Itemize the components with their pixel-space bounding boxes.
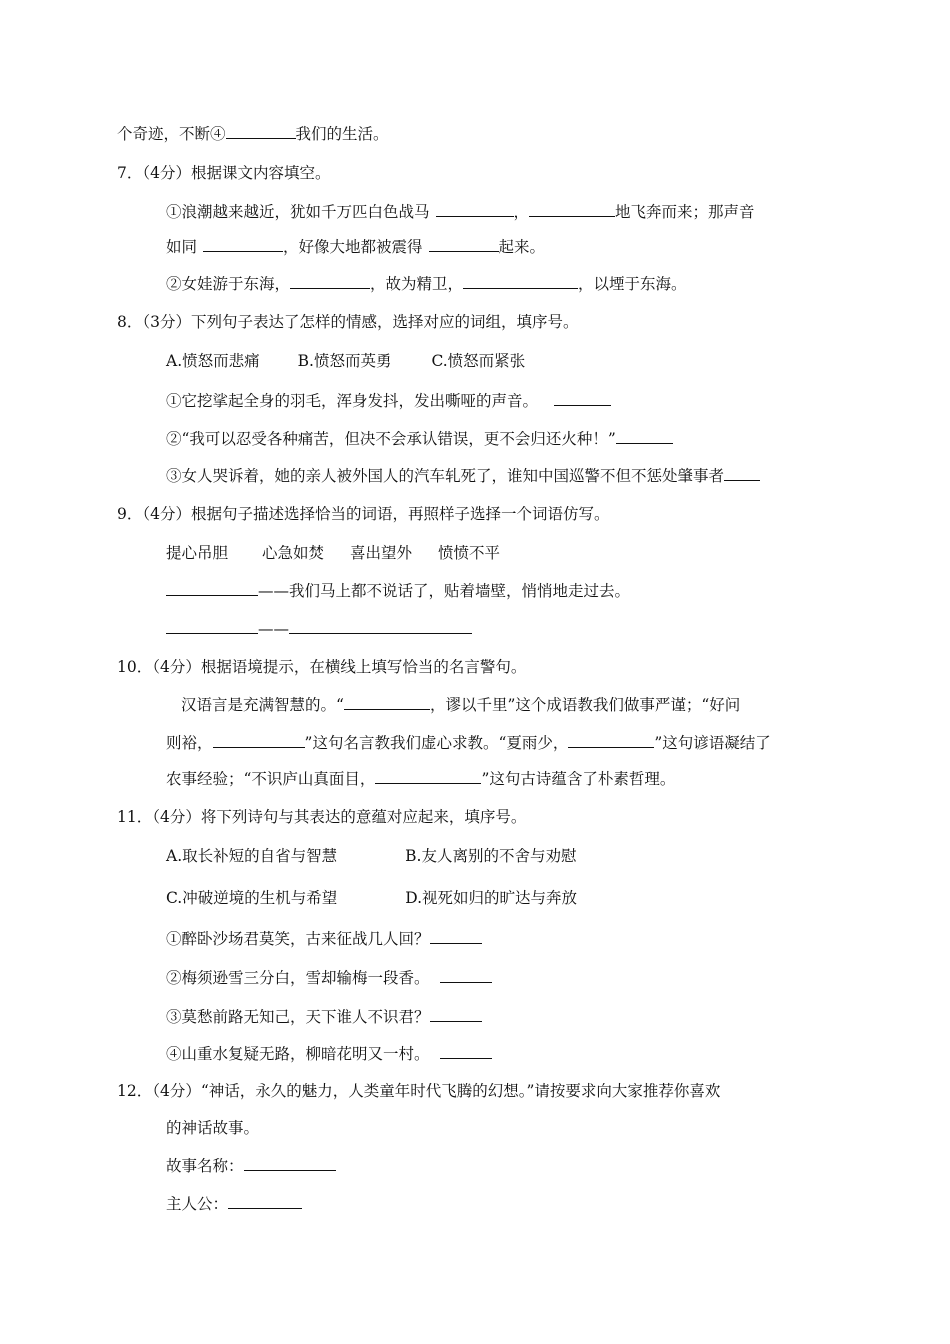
q6-continuation: 个奇迹，不断④ 我们的生活。	[117, 125, 389, 143]
question-12-title: 12．（4分）“神话，永久的魅力，人类童年时代飞腾的幻想。”请按要求向大家推荐你喜欢	[117, 1082, 721, 1100]
protagonist-blank[interactable]	[228, 1193, 302, 1209]
answer-blank[interactable]	[440, 967, 492, 983]
question-7-title: 7．（4分）根据课文内容填空。	[117, 164, 331, 182]
answer-blank[interactable]	[616, 428, 673, 444]
q11-poem-2: ②梅须逊雪三分白，雪却输梅一段香。	[166, 967, 492, 989]
answer-blank[interactable]	[463, 273, 578, 289]
q11-poem-4: ④山重水复疑无路，柳暗花明又一村。	[166, 1043, 492, 1065]
q9-word-options: 提心吊胆 心急如焚 喜出望外 愤愤不平	[166, 544, 501, 562]
answer-blank[interactable]	[440, 1043, 492, 1059]
answer-blank[interactable]	[289, 618, 472, 634]
q8-item-2: ②“我可以忍受各种痛苦，但决不会承认错误，更不会归还火种！”	[166, 428, 673, 450]
q8-item-1: ①它挖挲起全身的羽毛，浑身发抖，发出嘶哑的声音。	[166, 390, 611, 412]
q7-line-1: ①浪潮越来越近，犹如千万匹白色战马 ， 地飞奔而来；那声音	[166, 203, 755, 221]
q7-line-2: 如同 ，好像大地都被震得 起来。	[166, 238, 546, 256]
answer-blank[interactable]	[203, 236, 283, 252]
answer-blank[interactable]	[436, 201, 514, 217]
question-11-title: 11．（4分）将下列诗句与其表达的意蕴对应起来，填序号。	[117, 808, 527, 826]
answer-blank[interactable]	[429, 236, 499, 252]
q11-options-row-2: C.冲破逆境的生机与希望 D.视死如归的旷达与奔放	[166, 889, 578, 907]
q9-example-line: ——我们马上都不说话了，贴着墙壁，悄悄地走过去。	[166, 580, 630, 602]
q8-item-3: ③女人哭诉着，她的亲人被外国人的汽车轧死了，谁知中国巡警不但不惩处肇事者	[166, 465, 760, 487]
q10-line-1: 汉语言是充满智慧的。“ ，谬以千里”这个成语教我们做事严谨；“好问	[181, 696, 741, 714]
answer-blank[interactable]	[529, 201, 615, 217]
q10-line-2: 则裕， ”这句名言教我们虚心求教。“夏雨少， ”这句谚语凝结了	[166, 734, 771, 752]
question-9-title: 9．（4分）根据句子描述选择恰当的词语，再照样子选择一个词语仿写。	[117, 505, 610, 523]
answer-blank[interactable]	[166, 618, 258, 634]
q7-line-3: ②女娃游于东海， ，故为精卫， ，以堙于东海。	[166, 275, 687, 293]
question-8-title: 8．（3分）下列句子表达了怎样的情感，选择对应的词组，填序号。	[117, 313, 579, 331]
answer-blank[interactable]	[568, 732, 654, 748]
answer-blank[interactable]	[724, 465, 760, 481]
story-name-blank[interactable]	[244, 1155, 336, 1171]
q11-poem-3: ③莫愁前路无知己，天下谁人不识君？	[166, 1006, 482, 1028]
q11-poem-1: ①醉卧沙场君莫笑，古来征战几人回？	[166, 928, 482, 950]
answer-blank[interactable]	[166, 580, 258, 596]
q9-imitation-line: ——	[166, 618, 472, 640]
q8-options: A.愤怒而悲痛 B.愤怒而英勇 C.愤怒而紧张	[166, 352, 526, 370]
answer-blank[interactable]	[213, 732, 305, 748]
answer-blank[interactable]	[375, 768, 481, 784]
answer-blank[interactable]	[226, 123, 296, 139]
answer-blank[interactable]	[430, 1006, 482, 1022]
q10-line-3: 农事经验；“不识庐山真面目， ”这句古诗蕴含了朴素哲理。	[166, 770, 676, 788]
answer-blank[interactable]	[290, 273, 370, 289]
answer-blank[interactable]	[554, 390, 611, 406]
q12-story-name: 故事名称：	[166, 1155, 336, 1177]
answer-blank[interactable]	[344, 694, 430, 710]
q12-protagonist: 主人公：	[166, 1193, 302, 1215]
q12-title-continuation: 的神话故事。	[166, 1119, 260, 1137]
q11-options-row-1: A.取长补短的自省与智慧 B.友人离别的不舍与劝慰	[166, 847, 577, 865]
answer-blank[interactable]	[430, 928, 482, 944]
question-10-title: 10．（4分）根据语境提示，在横线上填写恰当的名言警句。	[117, 658, 527, 676]
